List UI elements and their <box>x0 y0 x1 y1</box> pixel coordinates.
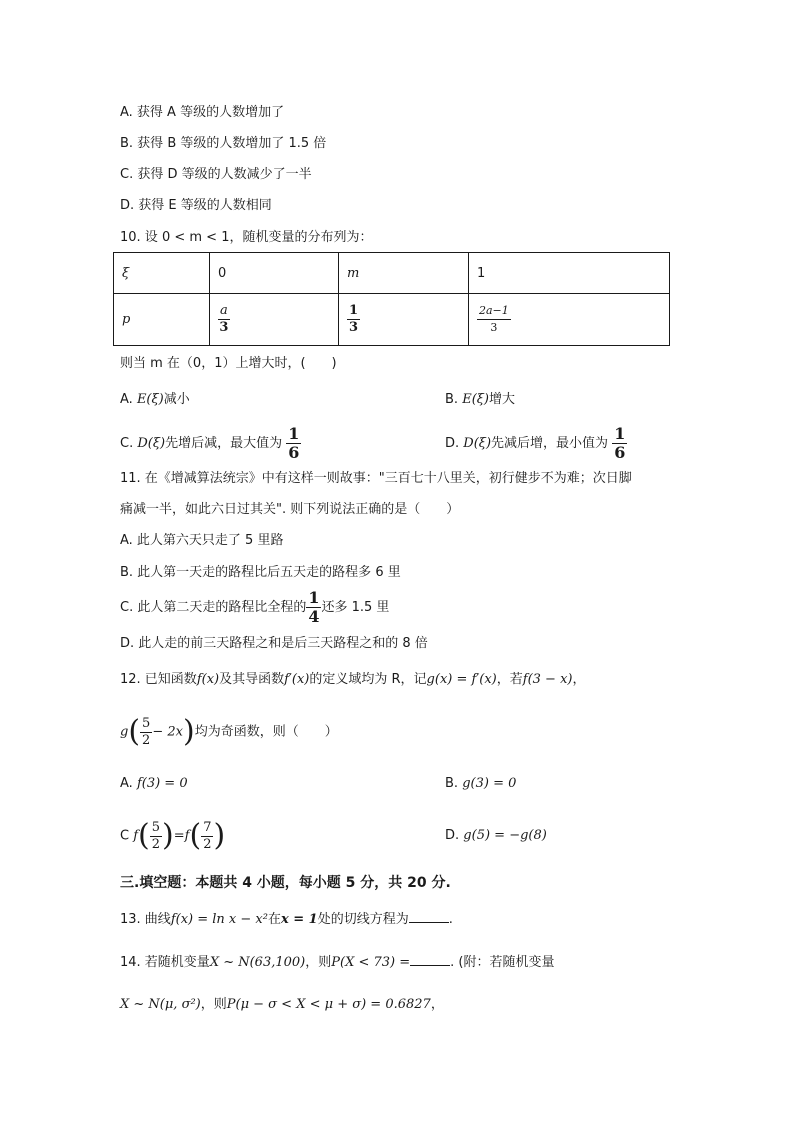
table-row <box>114 253 670 294</box>
table-cell: 0 <box>210 253 339 294</box>
q9-option-a: A. 获得 A 等级的人数增加了 <box>120 105 285 120</box>
q9-option-c: C. 获得 D 等级的人数减少了一半 <box>120 167 312 182</box>
q11-option-a: A. 此人第六天只走了 5 里路 <box>120 533 284 548</box>
answer-blank[interactable] <box>409 910 449 923</box>
table-cell: m <box>339 253 469 294</box>
q11-option-b: B. 此人第一天走的路程比后五天走的路程多 6 里 <box>120 565 401 580</box>
q12-option-b: B. g(3) = 0 <box>445 776 517 791</box>
fraction: $\frac{1}{6}$ <box>288 424 300 462</box>
q11-stem-line1: 11. 在《增减算法统宗》中有这样一则故事："三百七十八里关，初行健步不为难；次日脚 <box>120 471 632 486</box>
q11-option-d: D. 此人走的前三天路程之和是后三天路程之和的 8 倍 <box>120 636 428 651</box>
q9-option-b: B. 获得 B 等级的人数增加了 1.5 倍 <box>120 136 327 151</box>
fraction: $\frac{a}{3}$ <box>219 303 229 335</box>
q9-option-d: D. 获得 E 等级的人数相同 <box>120 198 272 213</box>
q14-stem-line2: X ~ N(μ, σ²)，则P(μ − σ < X < μ + σ) = 0.6827， <box>120 997 444 1012</box>
fraction: $\frac{1}{4}$ <box>308 588 320 626</box>
q10-question: 则当 m 在（0，1）上增大时，( ) <box>120 356 337 371</box>
table-cell: 1 <box>469 253 670 294</box>
q10-option-b: B. E(ξ)增大 <box>445 392 516 407</box>
q12-option-a: A. f(3) = 0 <box>120 776 188 791</box>
section-title: 三.填空题：本题共 4 小题，每小题 5 分，共 20 分. <box>120 875 451 891</box>
q10-option-c: C. D(ξ)先增后减，最大值为 $\frac{1}{6}$ <box>120 424 300 462</box>
q12-stem-line2: g( $\frac{5}{2}$ − 2x)均为奇函数，则（ ） <box>120 714 338 749</box>
table-cell <box>469 294 670 346</box>
table-cell: p <box>114 294 210 346</box>
q12-option-c: C f( $\frac{5}{2}$ )=f( $\frac{7}{2}$ ) <box>120 818 226 853</box>
fraction: $\frac{1}{3}$ <box>349 303 359 335</box>
q13-stem: 13. 曲线f(x) = ln x − x²在x = 1处的切线方程为 . <box>120 912 453 927</box>
fraction: $\frac{5}{2}$ <box>151 819 161 852</box>
fraction: $\frac{1}{6}$ <box>614 424 626 462</box>
answer-blank[interactable] <box>410 953 450 966</box>
q10-option-a: A. E(ξ)减小 <box>120 392 190 407</box>
fraction: $\frac{2a-1}{3}$ <box>479 304 509 334</box>
q11-stem-line2: 痛减一半，如此六日过其关". 则下列说法正确的是（ ） <box>120 502 460 517</box>
q12-option-d: D. g(5) = −g(8) <box>445 828 547 843</box>
fraction: $\frac{5}{2}$ <box>142 715 151 748</box>
distribution-table <box>113 252 670 346</box>
table-row <box>114 294 670 346</box>
q10-stem: 10. 设 0 < m < 1，随机变量的分布列为： <box>120 230 373 245</box>
q14-stem-line1: 14. 若随机变量X ~ N(63,100)，则P(X < 73) = . (附：若随机变量 <box>120 955 555 970</box>
q12-stem-line1: 12. 已知函数f(x)及其导函数f′(x)的定义域均为 R，记g(x) = f′(x)，若f(3 − x)， <box>120 672 586 687</box>
q11-option-c: C. 此人第二天走的路程比全程的 $\frac{1}{4}$ 还多 1.5 里 <box>120 588 390 626</box>
table-cell: ξ <box>114 253 210 294</box>
table-cell <box>210 294 339 346</box>
table-cell <box>339 294 469 346</box>
q10-option-d: D. D(ξ)先减后增，最小值为 $\frac{1}{6}$ <box>445 424 626 462</box>
fraction: $\frac{7}{2}$ <box>203 819 212 852</box>
